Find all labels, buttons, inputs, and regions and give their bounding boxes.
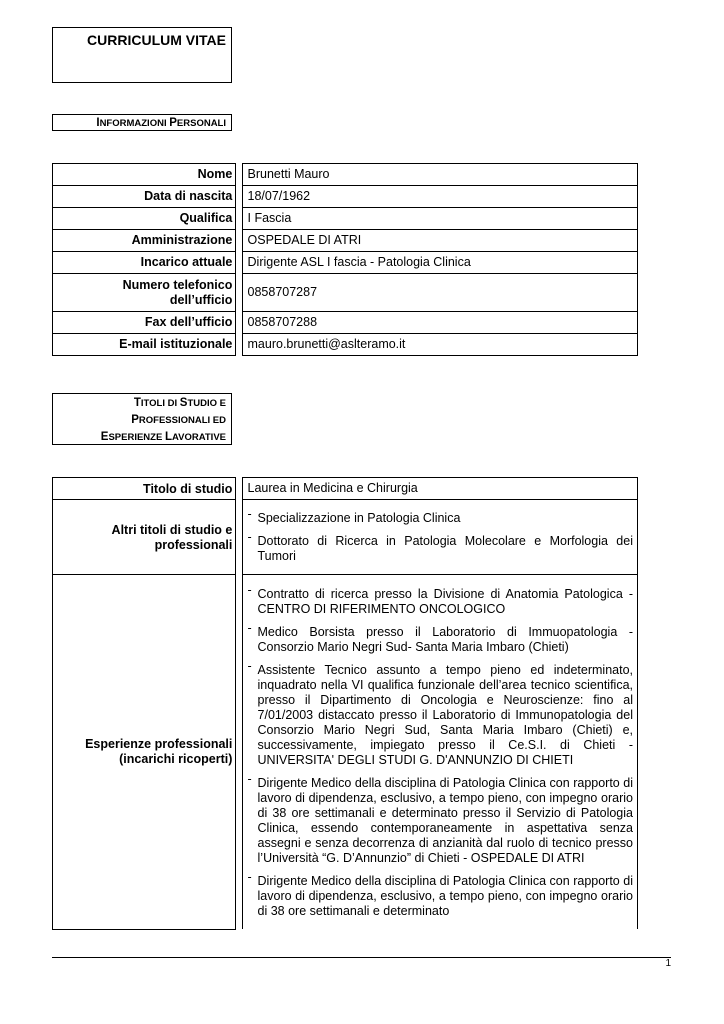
education-experience-table bbox=[52, 477, 638, 930]
row-value: 0858707287 bbox=[242, 274, 637, 312]
list-item bbox=[247, 772, 633, 866]
row-value: I Fascia bbox=[242, 208, 637, 230]
row-label: Qualifica bbox=[53, 208, 236, 230]
table-row bbox=[53, 478, 638, 500]
section-heading-personal-info: INFORMAZIONI PERSONALI bbox=[52, 114, 232, 131]
list-item bbox=[247, 870, 633, 919]
row-label: Data di nascita bbox=[53, 186, 236, 208]
row-label: Nome bbox=[53, 164, 236, 186]
list-item-text: Specializzazione in Patologia Clinica bbox=[257, 511, 461, 525]
table-row bbox=[53, 186, 638, 208]
section-heading-education-experience: TITOLI DI STUDIO E PROFESSIONALI ED ESPERIENZE LAVORATIVE bbox=[52, 393, 232, 445]
table-row bbox=[53, 500, 638, 575]
list-item-text: Contratto di ricerca presso la Divisione di Anatomia Patologica - CENTRO DI RIFERIMENTO ONCOLOGICO bbox=[257, 587, 633, 616]
row-label: Numero telefonico dell’ufficio bbox=[53, 274, 236, 312]
row-value: OSPEDALE DI ATRI bbox=[242, 230, 637, 252]
bullet-dash: - bbox=[247, 507, 252, 521]
row-value: 18/07/1962 bbox=[242, 186, 637, 208]
table-row bbox=[53, 164, 638, 186]
page-number: 1 bbox=[665, 958, 671, 969]
bullet-dash: - bbox=[247, 870, 252, 884]
list-item-text: Medico Borsista presso il Laboratorio di Immuopatologia - Consorzio Mario Negri Sud- Santa Maria Imbaro (Chieti) bbox=[257, 625, 633, 654]
table-row bbox=[53, 575, 638, 930]
list-item bbox=[247, 507, 633, 526]
row-label: Titolo di studio bbox=[53, 478, 236, 500]
cv-title: CURRICULUM VITAE bbox=[52, 27, 232, 83]
list-item-text: Dirigente Medico della disciplina di Patologia Clinica con rapporto di lavoro di dipendenza, esclusivo, a tempo pieno, con impegno orario di 38 ore settimanali e determinato bbox=[257, 874, 633, 918]
list-item-text: Assistente Tecnico assunto a tempo pieno ed indeterminato, inquadrato nella VI qualifica funzionale dell’area tecnico scientifica, presso il Dipartimento di Oncologia e Neuroscienze: fino al 7/01/2003 distaccato presso il Laboratorio di Immunopatologia del Consorzio Mario Negri Sud, Santa Maria Imbaro (Chieti) e, successivamente, impiegato presso il Ce.S.I. di Chieti - UNIVERSITA' DEGLI STUDI G. D'ANNUNZIO DI CHIETI bbox=[257, 663, 633, 767]
row-value: 0858707288 bbox=[242, 312, 637, 334]
table-row bbox=[53, 312, 638, 334]
list-item bbox=[247, 583, 633, 617]
row-label: Fax dell’ufficio bbox=[53, 312, 236, 334]
bullet-dash: - bbox=[247, 530, 252, 544]
row-label: E-mail istituzionale bbox=[53, 334, 236, 356]
row-label: Esperienze professionali (incarichi ricoperti) bbox=[53, 575, 236, 930]
list-item-text: Dirigente Medico della disciplina di Patologia Clinica con rapporto di lavoro di dipendenza, esclusivo, a tempo pieno, con impegno orario di 38 ore settimanali e determinato presso il Servizio di Patologia Clinica, essendo contemporaneamente in aspettativa senza assegni e senza decorrenza di anzianità dal ruolo di tecnico presso l’Università “G. D’Annunzio” di Chieti - OSPEDALE DI ATRI bbox=[257, 776, 633, 865]
table-row bbox=[53, 252, 638, 274]
table-row bbox=[53, 230, 638, 252]
row-value: Dirigente ASL I fascia - Patologia Clinica bbox=[242, 252, 637, 274]
table-row bbox=[53, 208, 638, 230]
row-value: mauro.brunetti@aslteramo.it bbox=[242, 334, 637, 356]
row-value bbox=[242, 575, 637, 930]
row-label: Incarico attuale bbox=[53, 252, 236, 274]
list-item bbox=[247, 659, 633, 768]
table-row bbox=[53, 274, 638, 312]
bullet-dash: - bbox=[247, 659, 252, 673]
bullet-dash: - bbox=[247, 772, 252, 786]
row-value bbox=[242, 500, 637, 575]
row-label: Amministrazione bbox=[53, 230, 236, 252]
list-item bbox=[247, 530, 633, 564]
list-item-text: Dottorato di Ricerca in Patologia Molecolare e Morfologia dei Tumori bbox=[257, 534, 633, 563]
row-label: Altri titoli di studio e professionali bbox=[53, 500, 236, 575]
personal-info-table bbox=[52, 163, 638, 356]
row-value: Brunetti Mauro bbox=[242, 164, 637, 186]
table-row bbox=[53, 334, 638, 356]
bullet-dash: - bbox=[247, 583, 252, 597]
list-item bbox=[247, 621, 633, 655]
row-value: Laurea in Medicina e Chirurgia bbox=[242, 478, 637, 500]
bullet-dash: - bbox=[247, 621, 252, 635]
